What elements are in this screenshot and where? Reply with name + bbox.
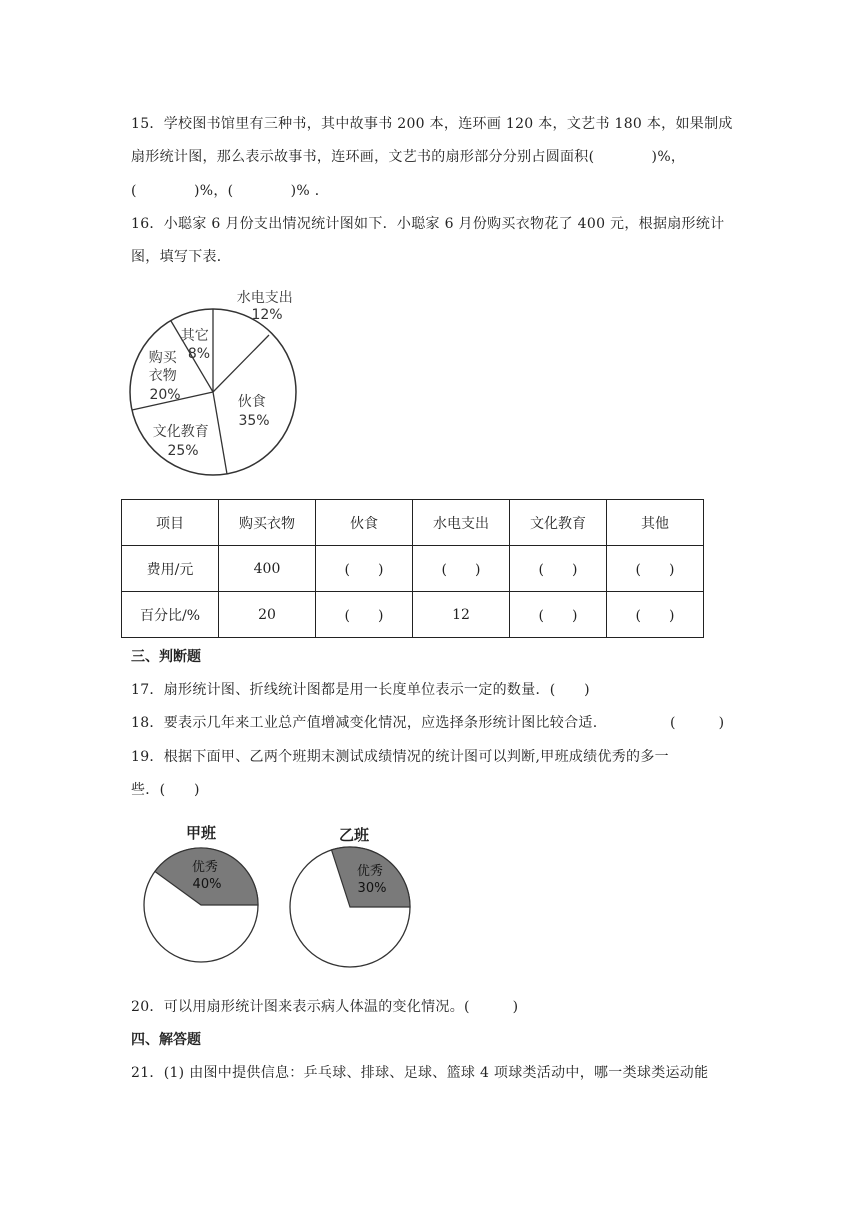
table-header-cell: 购买衣物: [219, 500, 316, 546]
q15-line3: ( )%，( )% ．: [131, 183, 330, 199]
table-cell[interactable]: ( ): [413, 546, 510, 592]
table-cell: 费用/元: [122, 546, 219, 592]
q20-text: 20．可以用扇形统计图来表示病人体温的变化情况。( ): [131, 999, 519, 1015]
pie-label-clothing: 购买 衣物 20%: [148, 350, 181, 403]
pie-label-food: 伙食 35%: [237, 394, 270, 429]
table-cell: 百分比/%: [122, 592, 219, 638]
section-title-answer: 四、解答题: [131, 1032, 201, 1048]
pie-label-utilities: 水电支出 12%: [236, 290, 293, 323]
table-cell[interactable]: ( ): [316, 546, 413, 592]
table-cell: 12: [413, 592, 510, 638]
class-a-title: 甲班: [185, 824, 217, 842]
table-cell: 400: [219, 546, 316, 592]
q15-line1: 15．学校图书馆里有三种书，其中故事书 200 本，连环画 120 本，文艺书 180 本，如果制成: [131, 116, 733, 132]
table-header-cell: 其他: [607, 500, 704, 546]
class-b-title: 乙班: [338, 826, 370, 844]
table-cell[interactable]: ( ): [510, 592, 607, 638]
q16-line1: 16．小聪家 6 月份支出情况统计图如下．小聪家 6 月份购买衣物花了 400 元，根据扇形统计: [131, 216, 725, 232]
q15-line2: 扇形统计图，那么表示故事书，连环画，文艺书的扇形部分分别占圆面积( )%，: [131, 149, 686, 165]
expense-pie-chart: [120, 280, 310, 485]
table-row: [122, 592, 704, 638]
q18-answer-blank[interactable]: ( ): [670, 715, 725, 731]
q16-line2: 图，填写下表．: [131, 249, 232, 265]
q19-line2: 些．( ): [131, 782, 200, 798]
table-row: [122, 500, 704, 546]
table-row: [122, 546, 704, 592]
table-header-cell: 伙食: [316, 500, 413, 546]
table-cell[interactable]: ( ): [316, 592, 413, 638]
pie-label-education: 文化教育 25%: [152, 424, 209, 459]
table-header-cell: 项目: [122, 500, 219, 546]
section-title-judgement: 三、判断题: [131, 649, 201, 665]
table-cell[interactable]: ( ): [510, 546, 607, 592]
q19-line1: 19．根据下面甲、乙两个班期末测试成绩情况的统计图可以判断,甲班成绩优秀的多一: [131, 749, 669, 765]
q17-text: 17．扇形统计图、折线统计图都是用一长度单位表示一定的数量．( ): [131, 682, 590, 698]
q18-text: 18．要表示几年来工业总产值增减变化情况，应选择条形统计图比较合适.: [131, 715, 598, 731]
pie-label-other: 其它 8%: [180, 328, 211, 362]
table-cell[interactable]: ( ): [607, 592, 704, 638]
table-cell[interactable]: ( ): [607, 546, 704, 592]
class-a-pie-chart: [135, 818, 270, 978]
class-a-excellent-label: 优秀 40%: [191, 860, 222, 892]
q21-line1: 21．(1) 由图中提供信息：乒乓球、排球、足球、篮球 4 项球类活动中，哪一类球类运动能: [131, 1065, 709, 1081]
class-b-pie-chart: [284, 818, 419, 978]
table-cell: 20: [219, 592, 316, 638]
table-header-cell: 水电支出: [413, 500, 510, 546]
class-b-excellent-label: 优秀 30%: [356, 864, 387, 896]
expense-table: [121, 499, 704, 638]
table-header-cell: 文化教育: [510, 500, 607, 546]
